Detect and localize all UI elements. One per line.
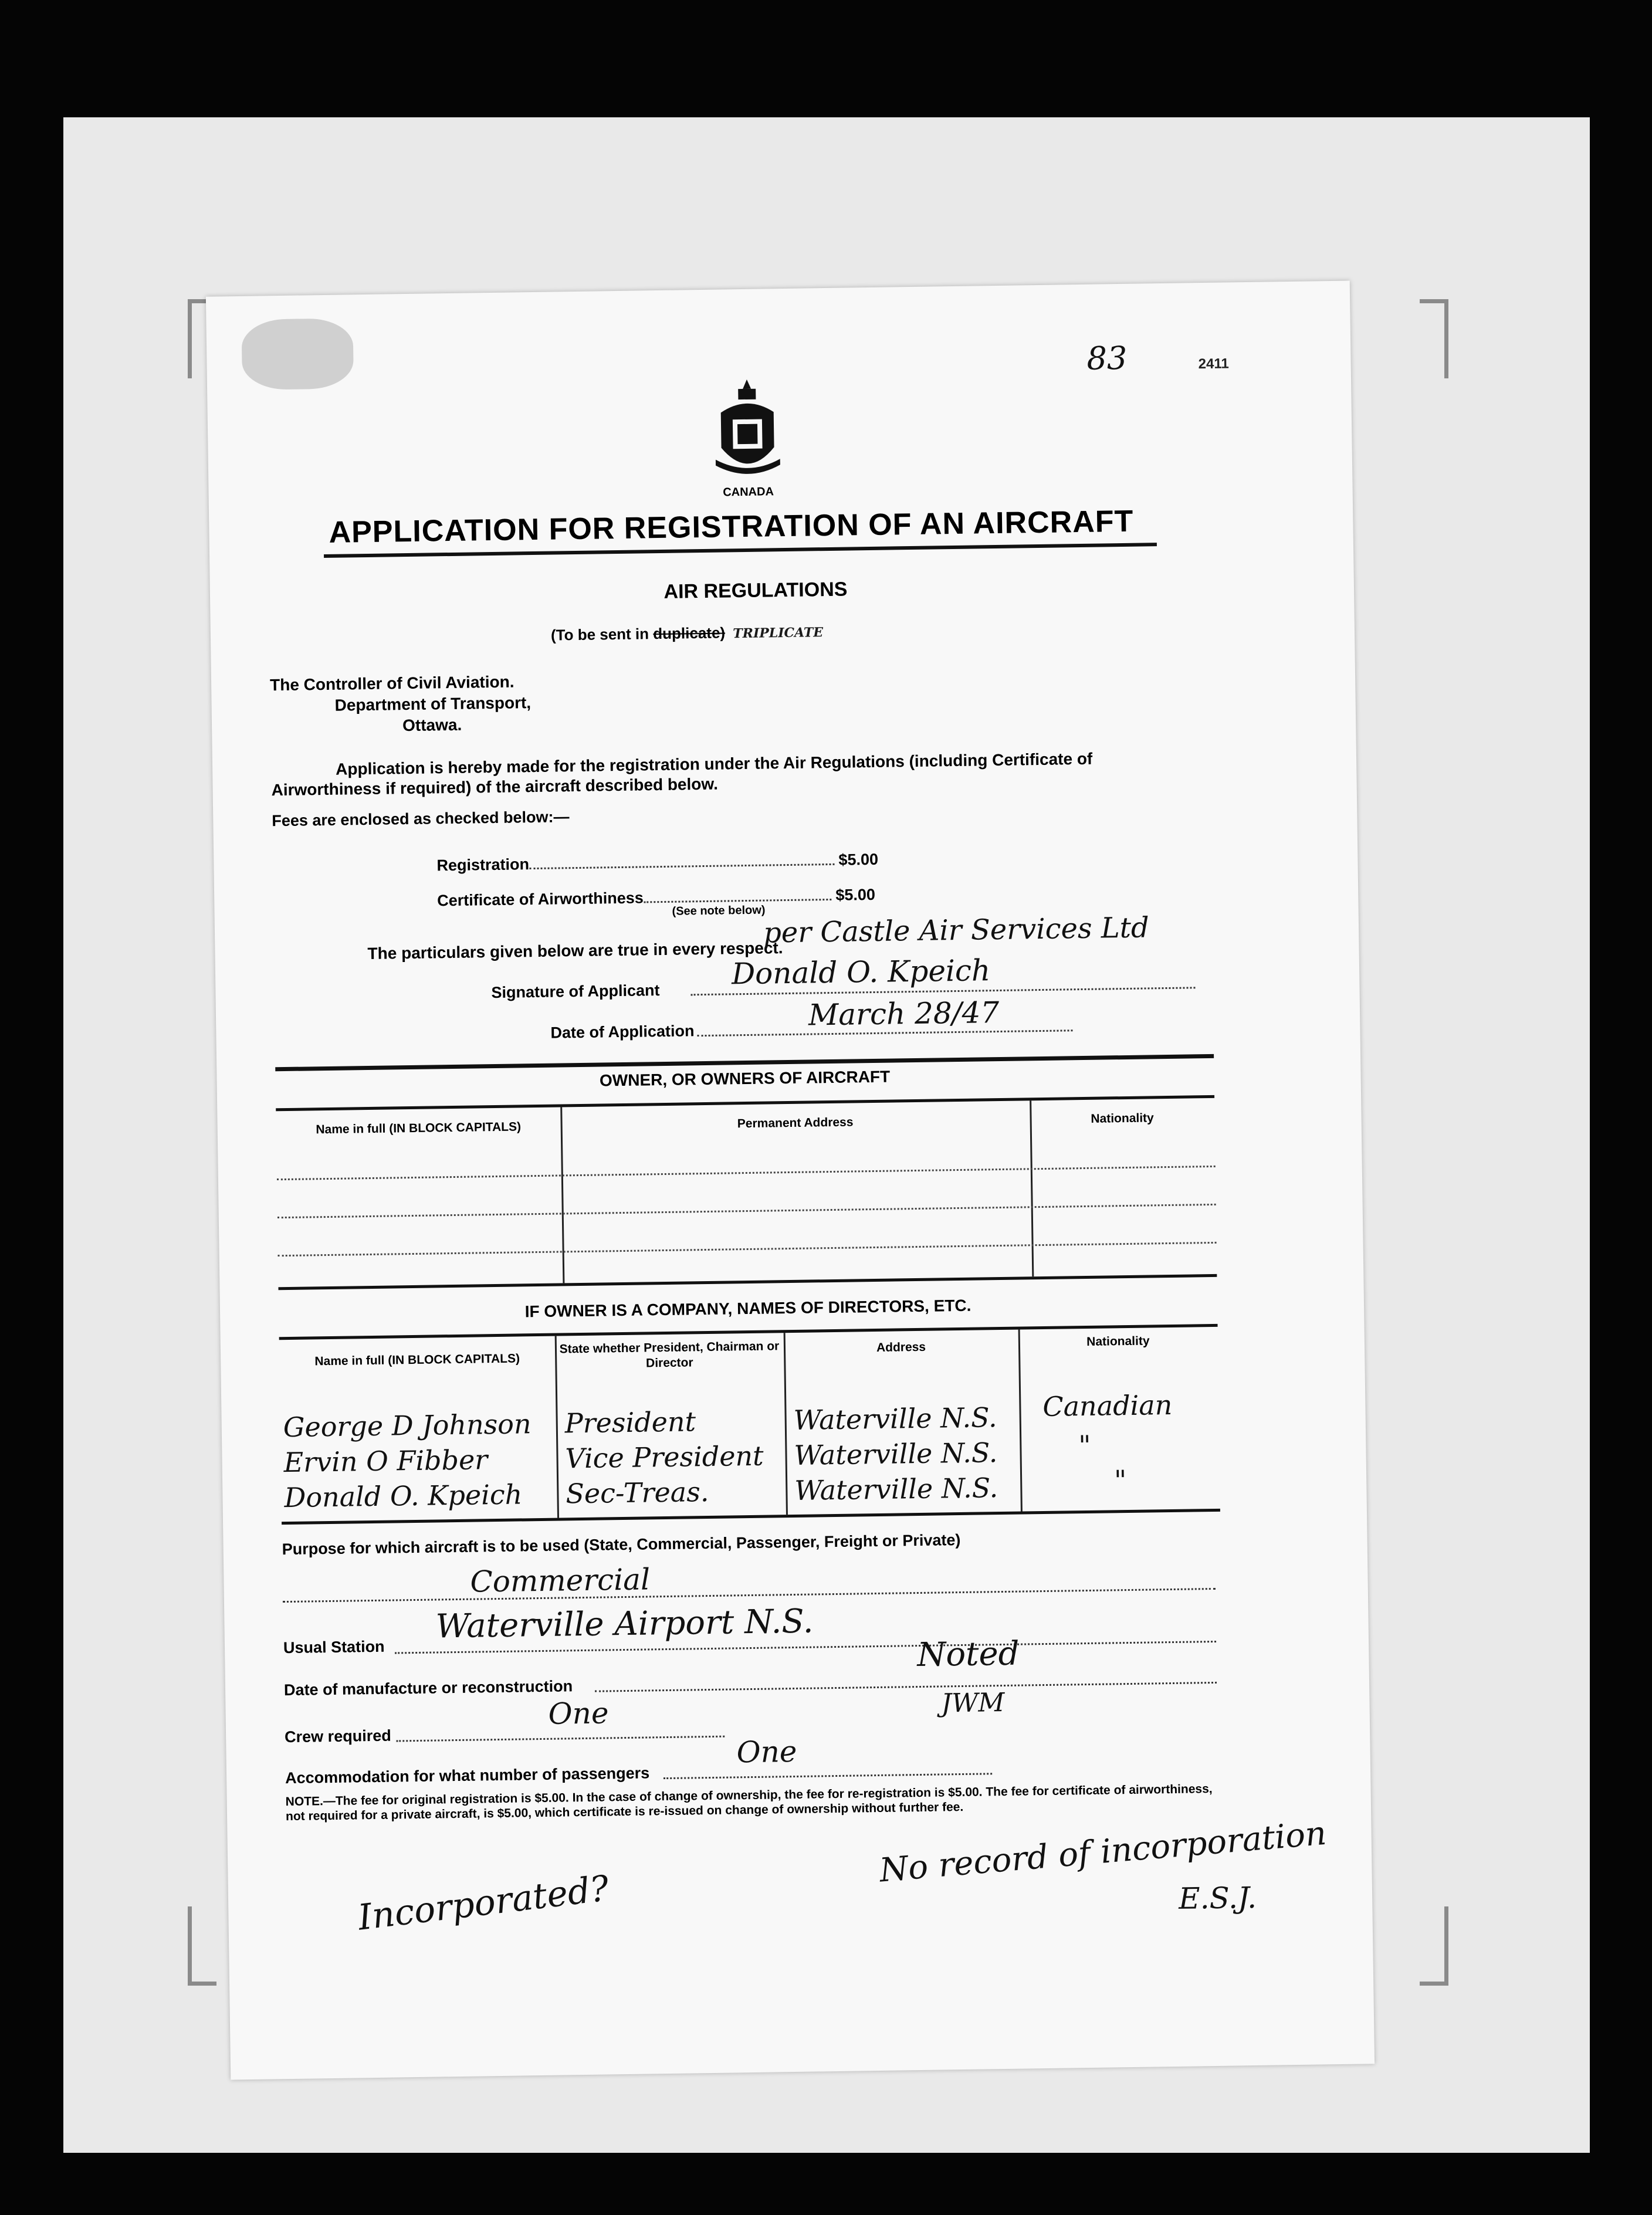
column-header: Nationality	[1091, 1111, 1154, 1126]
directors-table	[279, 1324, 1220, 1525]
signature-name: Donald O. Kpeich	[731, 953, 991, 991]
purpose-value: Commercial	[470, 1562, 651, 1599]
passengers-line	[663, 1773, 992, 1779]
form-title: APPLICATION FOR REGISTRATION OF AN AIRCRAFT	[329, 504, 1134, 550]
declaration-text: The particulars given below are true in every respect.	[367, 939, 783, 963]
fees-heading: Fees are enclosed as checked below:—	[272, 808, 570, 830]
fee-label: Registration	[436, 855, 530, 875]
directors-heading: IF OWNER IS A COMPANY, NAMES OF DIRECTORS, ETC.	[524, 1296, 971, 1321]
director-address: Waterville N.S.	[794, 1472, 998, 1506]
addressee-block	[270, 671, 532, 738]
crew-value: One	[548, 1696, 609, 1731]
paper-damage	[241, 318, 354, 390]
station-value: Waterville Airport N.S.	[435, 1602, 814, 1646]
director-name: Donald O. Kpeich	[284, 1478, 523, 1514]
application-form	[206, 281, 1375, 2080]
owners-table	[276, 1095, 1217, 1290]
director-name: Ervin O Fibber	[283, 1444, 488, 1479]
passengers-label: Accommodation for what number of passengers	[285, 1764, 650, 1787]
director-name: George D Johnson	[283, 1408, 532, 1444]
owners-heading: OWNER, OR OWNERS OF AIRCRAFT	[599, 1067, 891, 1090]
see-note-label: (See note below)	[672, 903, 766, 918]
frame-bracket	[1420, 299, 1448, 378]
director-address: Waterville N.S.	[794, 1437, 998, 1471]
addressee-line: Department of Transport,	[334, 693, 532, 714]
crew-label: Crew required	[284, 1726, 391, 1746]
fee-amount: $5.00	[838, 850, 879, 869]
country-label: CANADA	[723, 485, 774, 499]
director-address: Waterville N.S.	[793, 1401, 997, 1436]
copies-prefix: (To be sent in	[550, 625, 649, 644]
fee-label: Certificate of Airworthiness	[437, 889, 644, 910]
column-header: Address	[876, 1340, 926, 1354]
form-number: 2411	[1198, 355, 1229, 372]
frame-bracket	[188, 1906, 216, 1986]
table-row	[277, 1166, 1216, 1180]
column-header: Name in full (IN BLOCK CAPITALS)	[316, 1120, 522, 1137]
passengers-value: One	[736, 1734, 797, 1770]
manufacture-label: Date of manufacture or reconstruction	[283, 1677, 573, 1699]
form-subtitle: AIR REGULATIONS	[663, 578, 848, 603]
fee-amount: $5.00	[835, 885, 876, 904]
column-header: Permanent Address	[737, 1115, 854, 1131]
coat-of-arms-icon	[715, 377, 781, 483]
handwritten-no-record: No record of incorporation	[878, 1814, 1328, 1890]
copies-handwritten: TRIPLICATE	[733, 625, 824, 642]
manufacture-initials: JWM	[941, 1687, 1005, 1719]
manufacture-value: Noted	[916, 1634, 1020, 1675]
column-header: Nationality	[1086, 1334, 1150, 1349]
table-row	[277, 1204, 1216, 1218]
crew-line	[396, 1736, 725, 1742]
purpose-label: Purpose for which aircraft is to be used (State, Commercial, Passenger, Freight or Private)	[282, 1531, 961, 1559]
signature-company: per Castle Air Services Ltd	[763, 911, 1150, 950]
copies-struck: duplicate)	[653, 624, 726, 643]
purpose-line	[283, 1588, 1216, 1603]
table-row	[278, 1242, 1217, 1256]
fee-registration-row	[436, 851, 878, 875]
manufacture-line	[595, 1682, 1217, 1692]
fee-airworthiness-row	[437, 886, 875, 910]
frame-bracket	[1420, 1906, 1448, 1986]
director-role: President	[564, 1405, 696, 1440]
director-nationality: "	[1078, 1429, 1091, 1462]
fee-note: NOTE.—The fee for original registration is $5.00. In the case of change of ownership, the fee for re-registration is $5.00. The fee for certificate of airworthiness, not required for a private aircraft, is $5.00, which certificate is re-issued on change of ownership without further fee.	[285, 1782, 1213, 1824]
date-value: March 28/47	[808, 995, 1000, 1032]
director-nationality: Canadian	[1042, 1388, 1173, 1423]
handwritten-incorporated: Incorporated?	[356, 1868, 611, 1939]
addressee-line: Ottawa.	[402, 715, 462, 735]
date-label: Date of Application	[550, 1022, 695, 1042]
station-label: Usual Station	[283, 1637, 385, 1657]
column-header: State whether President, Chairman or Director	[559, 1339, 780, 1370]
handwritten-number: 83	[1086, 339, 1128, 377]
director-role: Vice President	[565, 1440, 764, 1475]
copies-instruction	[551, 622, 823, 644]
signature-label: Signature of Applicant	[491, 981, 660, 1002]
director-role: Sec-Treas.	[566, 1475, 709, 1510]
addressee-line: The Controller of Civil Aviation.	[269, 672, 514, 695]
director-nationality: "	[1113, 1464, 1127, 1496]
handwritten-initials: E.S.J.	[1178, 1881, 1257, 1916]
application-statement: Application is hereby made for the registration under the Air Regulations (including Certificate of Airworthiness if required) of the aircraft described below.	[271, 749, 1093, 800]
column-header: Name in full (IN BLOCK CAPITALS)	[314, 1352, 520, 1369]
